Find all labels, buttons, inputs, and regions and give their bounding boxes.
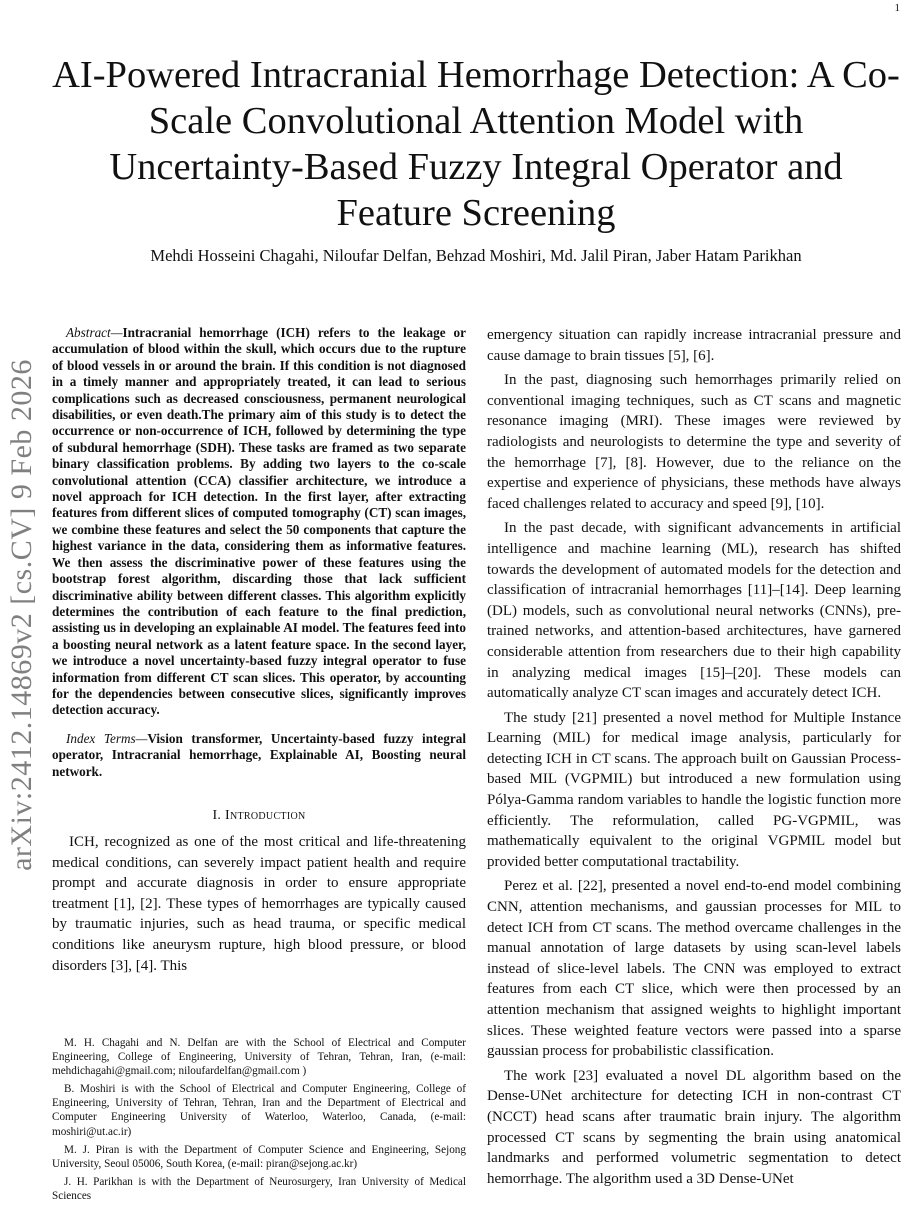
footnote: M. J. Piran is with the Department of Computer Science and Engineering, Sejong University, Seoul 05006, South Korea, (e-mail: piran@sejong.ac.kr) <box>52 1143 466 1170</box>
index-terms: Index Terms—Vision transformer, Uncertainty-based fuzzy integral operator, Intracranial hemorrhage, Explainable AI, Boosting neural network. <box>52 730 466 779</box>
abstract-label: Abstract <box>66 325 111 340</box>
index-terms-label: Index Terms <box>66 730 136 746</box>
body-paragraph: Perez et al. [22], presented a novel end-to-end model combining CNN, attention mechanisms, and gaussian processes for MIL to detect ICH from CT scans. The method overcame challenges in the manual annotation of large datasets by using scan-level labels instead of slice-level labels. The CNN was employed to extract features from each CT slice, which were then processed by an attention mechanism that assigned weights to highlight important slices. These weighted feature vectors were passed into a sparse gaussian process for probabilistic classification. <box>487 878 901 1060</box>
body-paragraph: In the past decade, with significant advancements in artificial intelligence and machine learning (ML), research has shifted towards the development of automated models for the detection and classification of intracranial hemorrhages [11]–[14]. Deep learning (DL) models, such as convolutional neural networks (CNNs), pre-trained networks, and attention-based architectures, have garnered considerable attention from researchers due to their high capability in analyzing medical images [15]–[20]. These models can automatically analyze CT scan images and accurately detect ICH. <box>487 520 901 702</box>
footnote: J. H. Parikhan is with the Department of Neurosurgery, Iran University of Medical Sciences <box>52 1175 466 1202</box>
body-paragraph: In the past, diagnosing such hemorrhages primarily relied on conventional imaging techniques, such as CT scans and magnetic resonance imaging (MRI). These images were reviewed by radiologists and neurologists to determine the type and severity of the hemorrhage [7], [8]. However, due to the reliance on the expertise and experience of physicians, these methods have always faced challenges related to accuracy and speed [9], [10]. <box>487 372 901 512</box>
index-terms-text: Vision transformer, Uncertainty-based fuzzy integral operator, Intracranial hemorrhage, Explainable AI, Boosting neural network. <box>52 730 466 779</box>
footnote: B. Moshiri is with the School of Electrical and Computer Engineering, College of Engineering, University of Tehran, Tehran, Iran and the Department of Electrical and Computer Engineering University of Waterloo, Waterloo, Canada, (e-mail: moshiri@ut.ac.ir) <box>52 1083 466 1138</box>
right-column <box>487 325 901 1193</box>
abstract: Abstract—Intracranial hemorrhage (ICH) refers to the leakage or accumulation of blood within the skull, which occurs due to the rupture of blood vessels in or around the brain. If this condition is not diagnosed in a timely manner and appropriately treated, it can lead to serious complications such as decreased consciousness, permanent neurological disabilities, or even death.The primary aim of this study is to detect the occurrence or non-occurrence of ICH, followed by determining the type of subdural hemorrhage (SDH). These tasks are framed as two separate binary classification problems. By adding two layers to the co-scale convolutional attention (CCA) classifier architecture, we introduce a novel approach for ICH detection. In the first layer, after extracting features from different slices of computed tomography (CT) scan images, we combine these features and select the 50 components that capture the highest variance in the data, considering them as informative features. We then assess the discriminative power of these features using the bootstrap forest algorithm, discarding those that lack sufficient discriminative ability between different classes. This algorithm explicitly determines the contribution of each feature to the final prediction, assisting us in developing an explainable AI model. The features feed into a boosting neural network as a latent feature space. In the second layer, we introduce a novel uncertainty-based fuzzy integral operator to fuse information from different CT scan slices. This operator, by accounting for the dependencies between consecutive slices, significantly improves detection accuracy. <box>52 325 466 718</box>
footnote: M. H. Chagahi and N. Delfan are with the School of Electrical and Computer Engineering, College of Engineering, University of Tehran, Tehran, Iran, (e-mail: mehdichagahi@gmail.com; niloufardelfan@gmail.com ) <box>52 1037 466 1078</box>
body-paragraph: emergency situation can rapidly increase intracranial pressure and cause damage to brain tissues [5], [6]. <box>487 327 901 364</box>
author-footnotes <box>52 1036 466 1207</box>
abstract-text: Intracranial hemorrhage (ICH) refers to the leakage or accumulation of blood within the skull, which occurs due to the rupture of blood vessels in or around the brain. If this condition is not diagnosed in a timely manner and appropriately treated, it can lead to serious complications such as decreased consciousness, permanent neurological disabilities, or even death.The primary aim of this study is to detect the occurrence or non-occurrence of ICH, followed by determining the type of subdural hemorrhage (SDH). These tasks are framed as two separate binary classification problems. By adding two layers to the co-scale convolutional attention (CCA) classifier architecture, we introduce a novel approach for ICH detection. In the first layer, after extracting features from different slices of computed tomography (CT) scan images, we combine these features and select the 50 components that capture the highest variance in the data, considering them as informative features. We then assess the discriminative power of these features using the bootstrap forest algorithm, discarding those that lack sufficient discriminative ability between different classes. This algorithm explicitly determines the contribution of each feature to the final prediction, assisting us in developing an explainable AI model. The features feed into a boosting neural network as a latent feature space. In the second layer, we introduce a novel uncertainty-based fuzzy integral operator to fuse information from different CT scan slices. This operator, by accounting for the dependencies between consecutive slices, significantly improves detection accuracy. <box>52 325 466 718</box>
body-paragraph: The work [23] evaluated a novel DL algorithm based on the Dense-UNet architecture for detecting ICH in non-contrast CT (NCCT) head scans after traumatic brain injury. The algorithm processed CT scans by segmenting the brain using anatomical landmarks and performed volumetric segmentation to detect hemorrhage. The algorithm used a 3D Dense-UNet <box>487 1067 901 1187</box>
intro-paragraph: ICH, recognized as one of the most critical and life-threatening medical conditions, can severely impact patient health and require prompt and accurate diagnosis in order to ensure appropriate treatment [1], [2]. These types of hemorrhages are typically caused by traumatic injuries, such as head trauma, or specific medical conditions like aneurysm rupture, high blood pressure, or blood disorders [3], [4]. This <box>52 833 466 974</box>
author-list: Mehdi Hosseini Chagahi, Niloufar Delfan, Behzad Moshiri, Md. Jalil Piran, Jaber Hatam Parikhan <box>150 246 802 265</box>
paper-title: AI-Powered Intracranial Hemorrhage Detection: A Co-Scale Convolutional Attention Model with Uncertainty-Based Fuzzy Integral Operator and Feature Screening <box>52 54 900 234</box>
page-number: 1 <box>894 2 900 14</box>
arxiv-identifier <box>3 335 41 895</box>
left-column <box>52 325 466 976</box>
body-paragraph: The study [21] presented a novel method for Multiple Instance Learning (MIL) for medical image analysis, particularly for detecting ICH in CT scans. The approach built on Gaussian Process-based MIL (VGPMIL) but introduced a new formulation using Pólya-Gamma random variables to handle the logistic function more efficiently. The reformulation, called PG-VGPMIL, was mathematically equivalent to the original VGPMIL model but provided better computational tractability. <box>487 709 901 870</box>
arxiv-identifier-text: arXiv:2412.14869v2 [cs.CV] 9 Feb 2026 <box>5 359 39 871</box>
section-heading-introduction: I. Introduction <box>212 807 306 823</box>
